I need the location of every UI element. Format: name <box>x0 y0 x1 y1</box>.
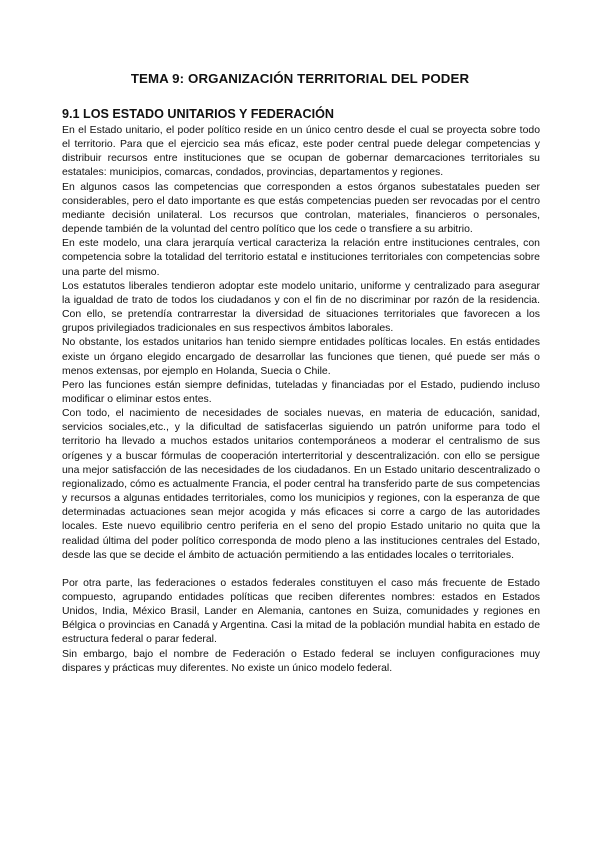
paragraph: En el Estado unitario, el poder político reside en un único centro desde el cual se proyecta sobre todo el territorio. Para que el ejercicio sea más eficaz, este poder central puede delegar competencias y distribuir recursos entre instituciones que se ocupan de gobernar demarcaciones territoriales su estatales: municipios, comarcas, condados, provincias, departamentos y regiones. <box>62 125 540 179</box>
paragraph: En algunos casos las competencias que corresponden a estos órganos subestatales pueden ser considerables, pero el dato importante es que estás competencias pueden ser revocadas por el centro mediante decisión unilateral. Los recursos que controlan, materiales, financieros o personales, depende también de la voluntad del centro político que los cede o transfiere a su arbitrio. <box>62 181 540 236</box>
body-text <box>62 124 540 676</box>
paragraph: Por otra parte, las federaciones o estados federales constituyen el caso más frecuente de Estado compuesto, agrupando entidades políticas que reciben diferentes nombres: estados en Estados Unidos, India, México Brasil, Lander en Alemania, cantones en Suiza, comunidades y regiones en Bélgica o provincias en Canadá y Argentina. Casi la mitad de la población mundial habita en estado de estructura federal o parar federal. <box>62 577 540 646</box>
document-title: TEMA 9: ORGANIZACIÓN TERRITORIAL DEL PODER <box>130 71 470 86</box>
paragraph: Los estatutos liberales tendieron adoptar este modelo unitario, uniforme y centralizado para asegurar la igualdad de trato de todos los ciudadanos y con el fin de no discriminar por razón de la residencia. Con ello, se pretendía contrarrestar la diversidad de situaciones territoriales que favorecen a los grupos privilegiados tradicionales en sus respectivos ámbitos laborales. <box>62 280 540 335</box>
paragraph: Pero las funciones están siempre definidas, tuteladas y financiadas por el Estado, pudiendo incluso modificar o eliminar estos entes. <box>62 379 540 405</box>
section-heading: 9.1 LOS ESTADO UNITARIOS Y FEDERACIÓN <box>62 107 334 121</box>
paragraph: No obstante, los estados unitarios han tenido siempre entidades políticas locales. En estás entidades existe un órgano elegido encargado de desarrollar las funciones que tienen, qué puede ser más o menos extensas, por ejemplo en Holanda, Suecia o Chile. <box>62 337 540 377</box>
paragraph: En este modelo, una clara jerarquía vertical caracteriza la relación entre instituciones centrales, con competencia sobre la totalidad del territorio estatal e instituciones territoriales con competencias sobre una parte del mismo. <box>62 238 540 278</box>
paragraph: Con todo, el nacimiento de necesidades de sociales nuevas, en materia de educación, sanidad, servicios sociales,etc., y la dificultad de satisfacerlas siguiendo un patrón uniforme para todo el territorio ha llevado a muchos estados unitarios contemporáneos a moderar el centralismo de sus orígenes y a buscar fórmulas de cooperación interterritorial y descentralización. con ello se persigue una mejor satisfacción de las necesidades de los ciudadanos. En un Estado unitario descentralizado o regionalizado, cómo es actualmente Francia, el poder central ha transferido parte de sus competencias y recursos a algunas entidades territoriales, como los municipios y regiones, con la esperanza de que determinadas actuaciones sean mejor acogida y más eficaces si corre a cargo de las autoridades locales. Este nuevo equilibrio centro periferia en el seno del propio Estado unitario no quita que la realidad última del poder político corresponda de modo pleno a las instituciones centrales del Estado, desde las que se decide el ámbito de actuación permitiendo a las entidades locales o territoriales. <box>62 408 540 561</box>
paragraph: Sin embargo, bajo el nombre de Federación o Estado federal se incluyen configuraciones muy dispares y prácticas muy diferentes. No existe un único modelo federal. <box>62 648 540 674</box>
